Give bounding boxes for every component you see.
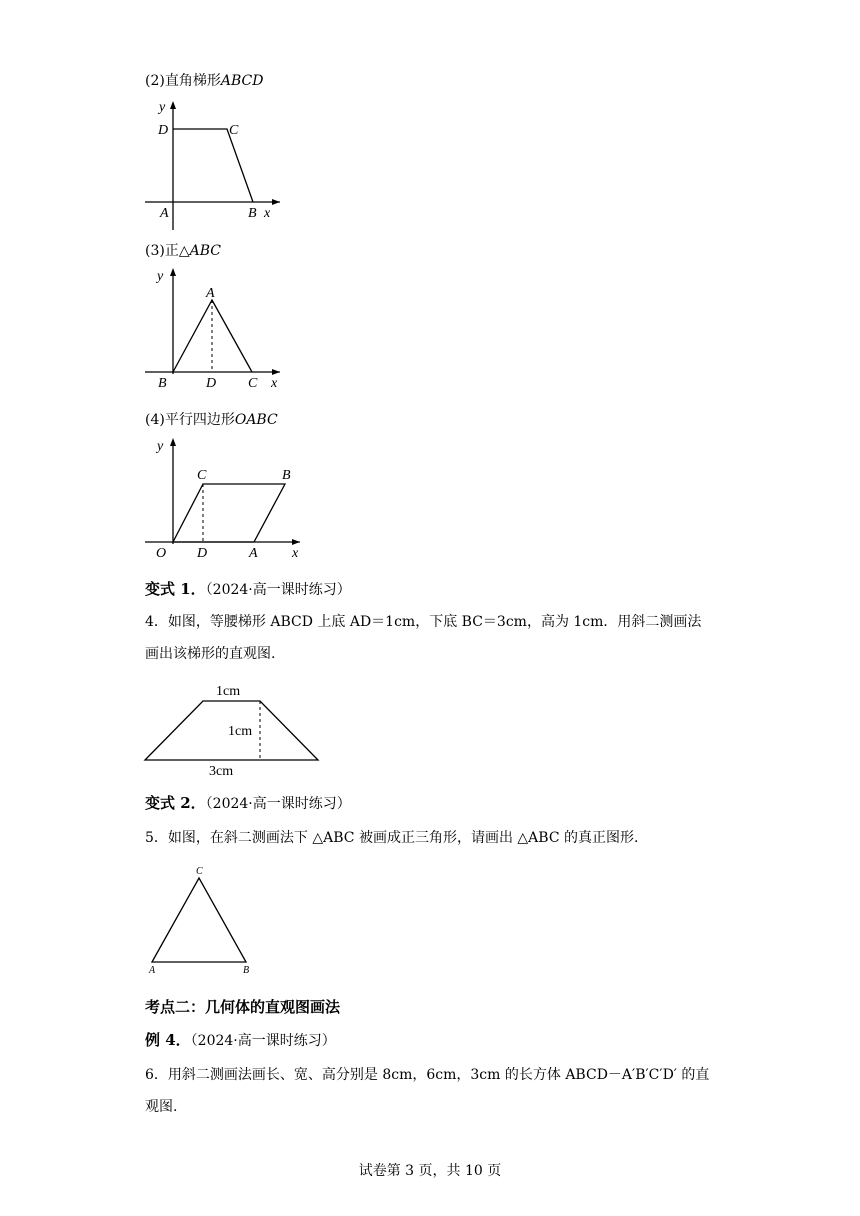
variant1-header: [145, 580, 351, 599]
label-x: x: [292, 546, 299, 561]
label-B: B: [243, 965, 250, 976]
question6-line2: 观图.: [145, 1099, 178, 1115]
label-height: 1cm: [228, 724, 253, 739]
item4-var: OABC: [234, 412, 278, 428]
example4-heading: 例 4．: [145, 1031, 191, 1049]
item4-caption: [145, 411, 278, 429]
label-C: C: [248, 376, 258, 391]
variant1-heading: 变式 1．: [145, 580, 206, 598]
item3-label: (3)正: [145, 243, 179, 259]
figure-equilateral-triangle: [140, 262, 290, 392]
x-axis-arrow: [272, 369, 280, 375]
variant1-source: （2024·高一课时练习）: [205, 582, 351, 598]
x-axis-arrow: [292, 539, 300, 545]
x-axis-arrow: [272, 199, 280, 205]
parallelogram-outline: [173, 484, 285, 542]
item2-label: (2)直角梯形: [145, 73, 221, 89]
example4-source: （2024·高一课时练习）: [190, 1033, 336, 1049]
label-A: A: [206, 286, 215, 301]
label-A: A: [160, 206, 169, 221]
trapezoid-outline: [173, 129, 253, 202]
label-y: y: [157, 439, 164, 454]
label-y: y: [159, 100, 166, 115]
question5-line1: 5．如图，在斜二测画法下 △ABC 被画成正三角形，请画出 △ABC 的真正图形.: [145, 830, 639, 846]
variant2-header: [145, 794, 351, 813]
y-axis-arrow: [170, 268, 176, 276]
question4-line2: 画出该梯形的直观图.: [145, 646, 276, 662]
item3-caption: [145, 242, 221, 260]
label-x: x: [271, 376, 278, 391]
variant2-heading: 变式 2．: [145, 794, 206, 812]
label-C: C: [229, 123, 239, 138]
item2-var: ABCD: [220, 73, 264, 89]
label-bottom-length: 3cm: [209, 764, 234, 778]
label-A: A: [149, 965, 156, 976]
variant2-source: （2024·高一课时练习）: [205, 796, 351, 812]
question6-line1: 6．用斜二测画法画长、宽、高分别是 8cm，6cm，3cm 的长方体 ABCD－A′B′C′D′ 的直: [145, 1067, 710, 1083]
label-y: y: [157, 269, 164, 284]
label-D: D: [197, 546, 208, 561]
figure-drawn-triangle: [140, 860, 270, 980]
y-axis-arrow: [170, 101, 176, 109]
section-title: 考点二：几何体的直观图画法: [145, 998, 341, 1016]
page-footer: 试卷第 3 页，共 10 页: [358, 1163, 502, 1179]
label-A: A: [249, 546, 258, 561]
label-B: B: [158, 376, 167, 391]
label-D: D: [206, 376, 217, 391]
label-C: C: [196, 866, 203, 877]
item3-var: △ABC: [178, 243, 221, 259]
question4-line1: 4．如图，等腰梯形 ABCD 上底 AD＝1cm，下底 BC＝3cm，高为 1cm．用斜二测画法: [145, 614, 702, 630]
figure-parallelogram: [140, 432, 310, 562]
item2-caption: [145, 72, 263, 90]
label-C: C: [197, 468, 207, 483]
y-axis-arrow: [170, 438, 176, 446]
label-x: x: [264, 206, 271, 221]
figure-isosceles-trapezoid: [140, 678, 330, 778]
label-B: B: [248, 206, 257, 221]
example4-header: [145, 1031, 336, 1050]
triangle-outline: [152, 878, 246, 962]
figure-right-trapezoid: [140, 95, 290, 235]
item4-label: (4)平行四边形: [145, 412, 235, 428]
label-O: O: [156, 546, 167, 561]
label-top-length: 1cm: [216, 684, 241, 699]
label-B: B: [282, 468, 291, 483]
label-D: D: [158, 123, 169, 138]
